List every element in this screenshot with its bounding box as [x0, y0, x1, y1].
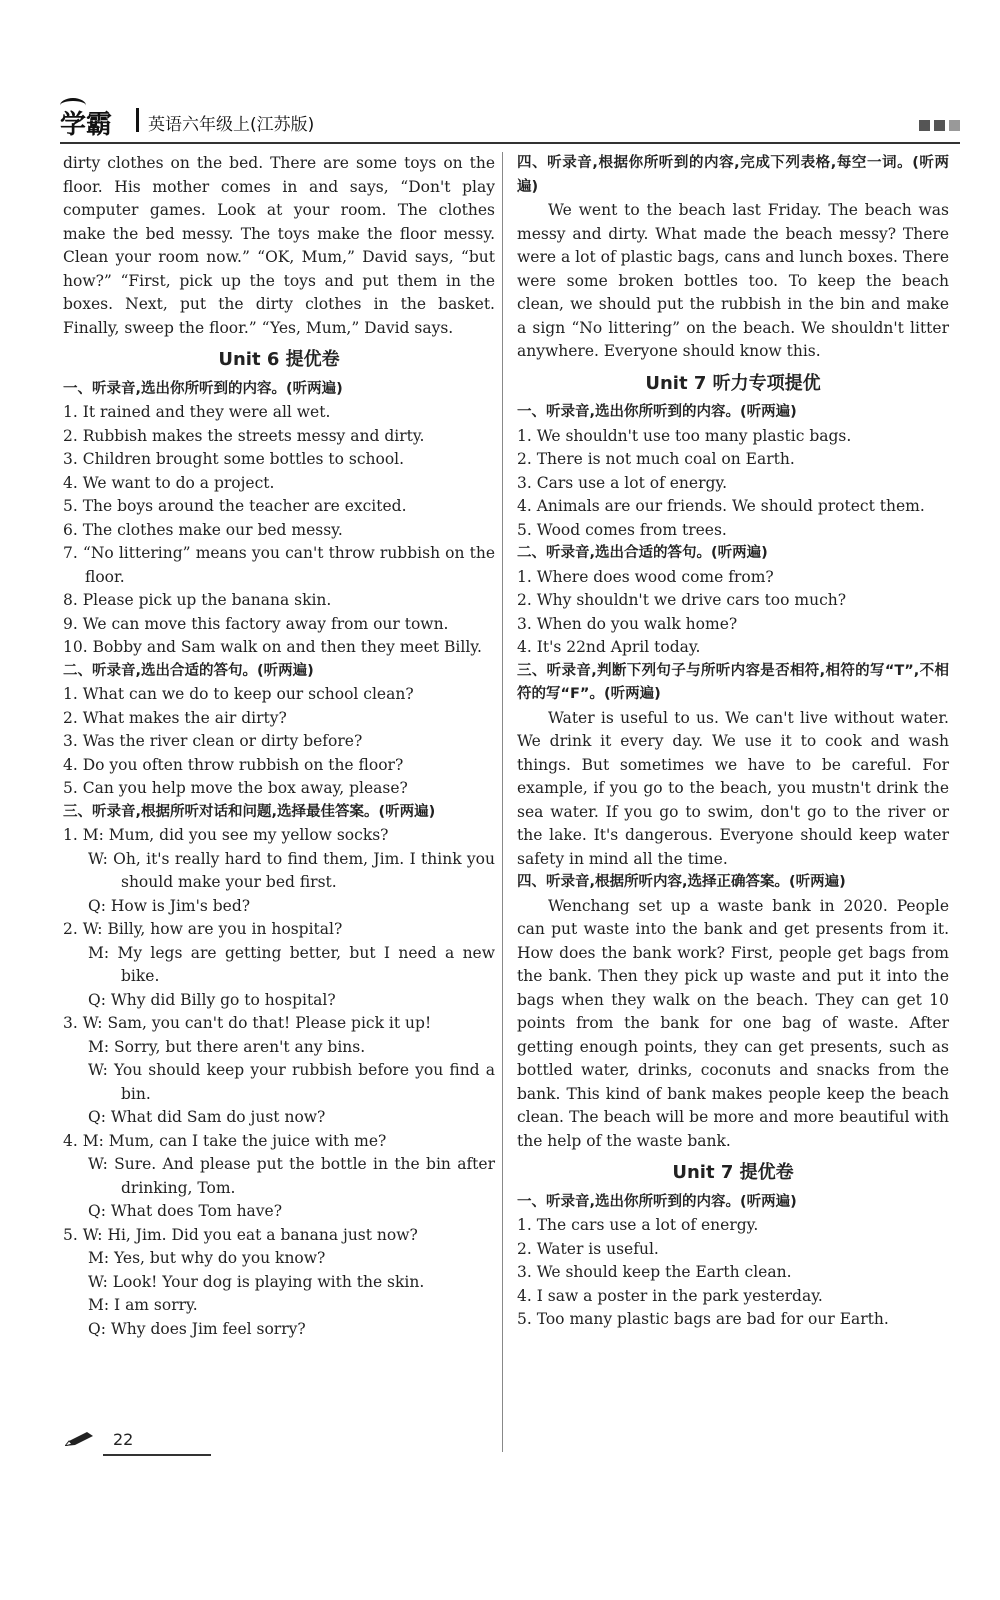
u6-section2-title: 二、听录音,选出合适的答句。(听两遍): [63, 662, 314, 679]
dialogue-line: 1. M: Mum, did you see my yellow socks?: [63, 826, 389, 844]
list-item: 3. Was the river clean or dirty before?: [63, 732, 363, 750]
dialogue-line: M: Yes, but why do you know?: [88, 1249, 326, 1267]
unit7-listening-title: Unit 7 听力专项提优: [645, 372, 821, 394]
page-number: 22: [113, 1430, 134, 1449]
u6-section1-title: 一、听录音,选出你所听到的内容。(听两遍): [63, 380, 343, 397]
list-item: 1. We shouldn't use too many plastic bags.: [517, 426, 852, 445]
list-item: 2. There is not much coal on Earth.: [517, 450, 795, 468]
list-item: 5. Wood comes from trees.: [517, 520, 727, 539]
list-item: 2. Water is useful.: [517, 1239, 659, 1258]
u7l-section1-title: 一、听录音,选出你所听到的内容。(听两遍): [517, 404, 797, 420]
unit7-title: Unit 7 提优卷: [672, 1162, 794, 1183]
dialogue-line: M: My legs are getting better, but I need a new bike.: [88, 943, 495, 985]
list-item: 3. When do you walk home?: [517, 614, 738, 633]
list-item: 2. Rubbish makes the streets messy and dirty.: [63, 426, 425, 445]
list-item: 1. It rained and they were all wet.: [63, 403, 331, 421]
list-item: 4. Do you often throw rubbish on the floor?: [63, 755, 404, 774]
list-item: 5. The boys around the teacher are excited.: [63, 497, 407, 515]
passage: Water is useful to us. We can't live without water. We drink it every day. We use it to cook and wash things. But sometimes we have to be careful. For example, if you go to the beach, you mustn't drink the sea water. If you go to swim, don't go to the river or the lake. It's dangerous. Everyone should keep water safety in mind all the time.: [517, 708, 949, 868]
list-item: 2. Why shouldn't we drive cars too much?: [517, 591, 847, 609]
header-separator: [136, 108, 139, 132]
dialogue-line: Q: What does Tom have?: [88, 1202, 283, 1220]
dialogue-line: Q: How is Jim's bed?: [88, 896, 251, 915]
dialogue-line: 2. W: Billy, how are you in hospital?: [63, 920, 343, 938]
list-item: 4. Animals are our friends. We should protect them.: [517, 497, 925, 515]
list-item: 9. We can move this factory away from our town.: [63, 614, 449, 633]
list-item: 7. “No littering” means you can't throw rubbish on the floor.: [63, 544, 495, 586]
dialogue-line: W: Look! Your dog is playing with the skin.: [88, 1272, 425, 1291]
left-column: [63, 152, 495, 1341]
u7l-section4-title: 四、听录音,根据所听内容,选择正确答案。(听两遍): [517, 874, 846, 890]
u7l-section3-title: 三、听录音,判断下列句子与所听内容是否相符,相符的写“T”,不相符的写“F”。(听两遍): [517, 662, 949, 702]
passage: We went to the beach last Friday. The beach was messy and dirty. What made the beach messy? There were a lot of plastic bags, cans and lunch boxes. There were some broken bottles too. To keep the beach clean, we should put the rubbish in the bin and make a sign “No littering” on the beach. We shouldn't litter anywhere. Everyone should know this.: [517, 201, 949, 360]
header-rule: [60, 142, 960, 144]
list-item: 8. Please pick up the banana skin.: [63, 591, 332, 609]
pencil-icon: [65, 1432, 93, 1446]
list-item: 3. Cars use a lot of energy.: [517, 473, 728, 492]
list-item: 3. Children brought some bottles to school.: [63, 450, 405, 468]
dialogue-line: Q: What did Sam do just now?: [88, 1108, 326, 1126]
right-column: [517, 152, 949, 1332]
list-item: 10. Bobby and Sam walk on and then they meet Billy.: [63, 638, 482, 656]
dialogue-line: 5. W: Hi, Jim. Did you eat a banana just now?: [63, 1225, 418, 1244]
list-item: 1. What can we do to keep our school clean?: [63, 685, 414, 703]
dialogue-line: 3. W: Sam, you can't do that! Please pick it up!: [63, 1014, 432, 1032]
brand-logo: 学霸: [60, 110, 113, 140]
dialogue-line: Q: Why does Jim feel sorry?: [88, 1319, 306, 1338]
dialogue-line: W: Sure. And please put the bottle in the bin after drinking, Tom.: [88, 1155, 495, 1197]
list-item: 4. We want to do a project.: [63, 473, 275, 492]
header-squares-icon: [915, 116, 960, 135]
list-item: 3. We should keep the Earth clean.: [517, 1263, 792, 1281]
u6-section3-title: 三、听录音,根据所听对话和问题,选择最佳答案。(听两遍): [63, 803, 436, 820]
list-item: 1. The cars use a lot of energy.: [517, 1216, 759, 1234]
list-item: 4. It's 22nd April today.: [517, 638, 701, 656]
dialogue-line: M: I am sorry.: [88, 1296, 198, 1314]
page-footer: [65, 1428, 185, 1458]
list-item: 5. Can you help move the box away, please?: [63, 779, 408, 797]
dialogue-line: 4. M: Mum, can I take the juice with me?: [63, 1131, 387, 1150]
column-divider: [502, 152, 503, 1452]
dialogue-line: W: Oh, it's really hard to find them, Jim. I think you should make your bed first.: [88, 849, 495, 891]
u7-section1-title: 一、听录音,选出你所听到的内容。(听两遍): [517, 1193, 797, 1210]
page-header: [60, 104, 960, 140]
list-item: 1. Where does wood come from?: [517, 567, 774, 586]
list-item: 2. What makes the air dirty?: [63, 708, 287, 727]
passage: Wenchang set up a waste bank in 2020. People can put waste into the bank and get presents from it. How does the bank work? First, people get bags from the bank. Then they pick up waste and put it into the bags when they walk on the beach. They can get 10 points from the bank for one bag of waste. After getting enough points, they can get presents, such as bottled water, drinks, coconuts and snacks from the bank. This kind of bank makes people keep the beach clean. The beach will be more and more beautiful with the help of the waste bank.: [517, 896, 949, 1150]
list-item: 6. The clothes make our bed messy.: [63, 520, 343, 539]
dialogue-line: W: You should keep your rubbish before you find a bin.: [88, 1061, 495, 1103]
u7l-section2-title: 二、听录音,选出合适的答句。(听两遍): [517, 545, 768, 561]
dialogue-line: M: Sorry, but there aren't any bins.: [88, 1037, 366, 1056]
footer-rule: [103, 1454, 211, 1456]
u6-section4-title: 四、听录音,根据你所听到的内容,完成下列表格,每空一词。(听两遍): [517, 155, 949, 195]
list-item: 4. I saw a poster in the park yesterday.: [517, 1286, 823, 1305]
dialogue-line: Q: Why did Billy go to hospital?: [88, 990, 336, 1009]
passage-continued: dirty clothes on the bed. There are some toys on the floor. His mother comes in and says, “Don't play computer games. Look at your room. The clothes make the bed messy. The toys make the floor messy. Clean your room now.” “OK, Mum,” David says, “but how?” “First, pick up the toys and put them in the boxes. Next, put the dirty clothes in the basket. Finally, sweep the floor.” “Yes, Mum,” David says.: [63, 154, 495, 337]
book-title: 英语六年级上(江苏版): [148, 115, 315, 135]
unit6-title: Unit 6 提优卷: [218, 349, 340, 370]
list-item: 5. Too many plastic bags are bad for our Earth.: [517, 1310, 889, 1328]
